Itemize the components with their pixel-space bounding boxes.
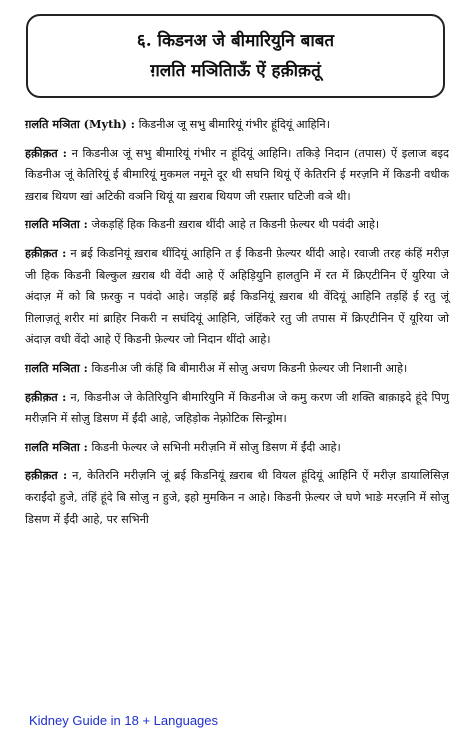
chapter-title-box xyxy=(26,14,445,98)
fact-paragraph-4 xyxy=(25,465,449,530)
fact-text: न ब्रई किडनियूं ख़राब थींदियूं आहिनि त ई किडनी फ़ेल्यर थींदी आहे। रवाजी तरह कंहिं मरीज़ जी हिक किडनी बिल्कुल ख़राब थी वेंदी आहे ऐं अहिड़ियुनि हालतुनि में रत में क्रिएटीनिन ऐं युरिया जे अंदाज़ में को बि फ़रकु न पवंदो आहे। जड़हिं ब्रई किडनियूं ख़राब थी वेंदियूं आहिनि तड़हिं ई रतु जूं ग़िलाज़तूं शरीर मां ब्राहिर निकरी न सघंदियूं आहिनि, जंहिंकरे रतु जी तपास में क्रिएटीनिन ऐं यूरिया जो अंदाज़ वधी वेंदो आहे ऐं किडनी फ़ेल्यर जो निदान थींदो आहे। xyxy=(25,246,450,347)
chapter-title-line-2: ग़लति मञितिाऊँ ऐं हक़ीक़तूं xyxy=(150,61,321,81)
myth-text: किडनीअ जू सभु बीमारियूं गंभीर हूंदियूं आहिनि। xyxy=(134,118,330,131)
fact-paragraph-1 xyxy=(25,143,449,208)
myth-label: ग़लति मञिता (Myth) : xyxy=(25,117,135,131)
fact-paragraph-2 xyxy=(25,243,449,351)
myth-label: ग़लति मञिता : xyxy=(25,439,88,454)
myth-paragraph-2 xyxy=(25,214,449,236)
myth-label: ग़लति मञिता : xyxy=(25,360,88,375)
myth-paragraph-3 xyxy=(25,358,449,380)
chapter-title-line-1: ६. किडनअ जे बीमारियुनि बाबत xyxy=(136,31,335,51)
fact-label: हक़ीक़त : xyxy=(25,389,67,404)
fact-label: हक़ीक़त : xyxy=(25,468,68,483)
document-body xyxy=(25,114,449,537)
fact-text: न, केतिरनि मरीज़नि जूं ब्रई किडनियूं ख़राब थी वियल हूंदियूं आहिनि ऐं मरीज़ डायालिसिज़ कराईंदो हुजे, तंहिं हूंदे बि सोज़ु न हुजे, इहो मुमकिन न आहे। किडनी फ़ेल्यर जे घणे भाङे मरज़नि में सोज़ु डिसण में ईंदी आहे, पर सभिनी xyxy=(25,469,449,526)
fact-label: हक़ीक़त : xyxy=(25,145,67,160)
fact-paragraph-3 xyxy=(25,387,449,430)
myth-label: ग़लति मञिता : xyxy=(25,217,88,232)
fact-text: न किडनीअ जूं सभु बीमारियूं गंभीर न हूंदियूं आहिनि। तकिड़े निदान (तपास) ऐं इलाज बइद किडनीअ जूं केतिरियूं ई बीमारियूं मुकमल नमूने दूर थी सघनि थियूं ऐं केतिरनि ई मरज़नि में किडनी वधीक ख़राब थियण खां अटिकी वञनि थियूं या ख़राब थियण जी रफ़्तार घटिजी वञे थी। xyxy=(25,146,450,203)
fact-label: हक़ीक़त : xyxy=(25,245,67,260)
fact-text: न, किडनीअ जे केतिरियुनि बीमारियुनि में किडनीअ जे कमु करण जी शक्ति बाक़ाइदे हूंदे पिणु मरीज़नि में सोज़ु डिसण में ईंदी आहे, जहिड़ोक नेफ़्रोटिक सिन्ड्रोम। xyxy=(25,390,450,426)
myth-text: किडनीअ जी कंहिं बि बीमारीअ में सोज़ु अचण किडनी फ़ेल्यर जी निशानी आहे। xyxy=(87,361,408,375)
footer-guide-link: Kidney Guide in 18 + Languages xyxy=(29,713,219,728)
myth-text: जेकड़हिं हिक किडनी ख़राब थींदी आहे त किडनी फ़ेल्यर थी पवंदी आहे। xyxy=(87,218,380,232)
myth-paragraph-4 xyxy=(25,437,449,459)
myth-paragraph-1 xyxy=(25,114,449,136)
myth-text: किडनी फेल्यर जे सभिनी मरीज़नि में सोज़ु डिसण में ईंदी आहे। xyxy=(87,440,341,454)
